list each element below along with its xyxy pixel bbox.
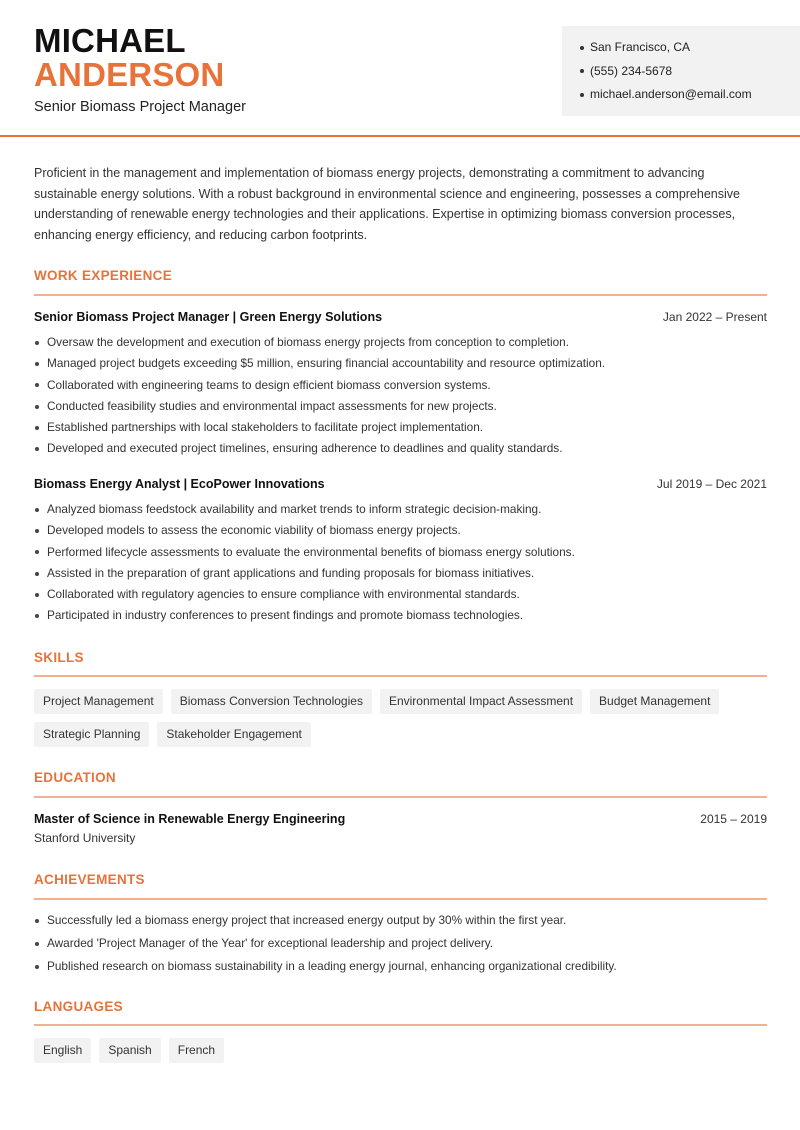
bullet-text: Collaborated with regulatory agencies to ensure compliance with environmental standards. (47, 587, 520, 602)
bullet-icon (580, 93, 584, 97)
bullet-text: Conducted feasibility studies and environmental impact assessments for new projects. (47, 398, 497, 413)
list-item (34, 396, 774, 417)
skill-tag: Strategic Planning (34, 722, 149, 747)
list-item (34, 955, 774, 978)
education-school: Stanford University (34, 831, 136, 845)
bullet-icon (35, 614, 39, 618)
section-divider (34, 1024, 767, 1026)
language-tag: French (169, 1038, 224, 1063)
contact-location-text: San Francisco, CA (590, 40, 691, 55)
list-item (34, 520, 774, 541)
bullet-text: Analyzed biomass feedstock availability and market trends to inform strategic decision-making. (47, 502, 542, 516)
bullet-text: Successfully led a biomass energy project that increased energy output by 30% within the first year. (47, 912, 567, 927)
bullet-text: Participated in industry conferences to present findings and promote biomass technologies. (47, 608, 524, 623)
bullet-text: Collaborated with engineering teams to design efficient biomass conversion systems. (47, 377, 491, 392)
skill-tag: Environmental Impact Assessment (380, 689, 582, 714)
bullet-icon (35, 550, 39, 554)
section-title-languages: LANGUAGES (34, 999, 123, 1014)
section-title-education: EDUCATION (34, 770, 116, 785)
last-name: ANDERSON (34, 56, 225, 93)
list-item (34, 932, 774, 955)
skills-tags (34, 689, 774, 747)
list-item (34, 417, 774, 438)
bullet-text: Managed project budgets exceeding $5 million, ensuring financial accountability and resource optimization. (47, 356, 606, 371)
contact-email[interactable] (580, 83, 800, 107)
education-dates: 2015 – 2019 (700, 812, 767, 826)
skill-tag: Budget Management (590, 689, 719, 714)
first-name: MICHAEL (34, 22, 186, 59)
section-divider (34, 898, 767, 900)
job-dates: Jan 2022 – Present (662, 310, 767, 324)
job-bullets (34, 499, 774, 627)
job-bullets (34, 332, 774, 460)
skill-tag: Biomass Conversion Technologies (171, 689, 372, 714)
contact-box (562, 26, 800, 116)
bullet-text: Published research on biomass sustainability in a leading energy journal, enhancing organizational credibility. (47, 958, 617, 973)
achievement-bullets (34, 909, 774, 978)
bullet-icon (35, 942, 39, 946)
contact-phone-text: (555) 234-5678 (590, 63, 673, 78)
bullet-icon (35, 572, 39, 576)
list-item (34, 584, 774, 605)
bullet-icon (35, 341, 39, 345)
job-role: Senior Biomass Project Manager (34, 99, 246, 115)
skill-tag: Project Management (34, 689, 163, 714)
bullet-icon (35, 593, 39, 597)
language-tag: English (34, 1038, 91, 1063)
list-item (34, 909, 774, 932)
contact-email-text[interactable]: michael.anderson@email.com (590, 87, 752, 102)
bullet-text: Performed lifecycle assessments to evaluate the environmental benefits of biomass energy solutions. (47, 544, 575, 559)
bullet-text: Assisted in the preparation of grant applications and funding proposals for biomass initiatives. (47, 565, 535, 580)
section-title-achievements: ACHIEVEMENTS (34, 872, 145, 887)
bullet-icon (35, 405, 39, 409)
bullet-icon (35, 447, 39, 451)
section-divider (34, 675, 767, 677)
bullet-text: Oversaw the development and execution of biomass energy projects from conception to completion. (47, 335, 569, 349)
list-item (34, 605, 774, 626)
section-title-work: WORK EXPERIENCE (34, 268, 173, 283)
job-heading: Senior Biomass Project Manager | Green Energy Solutions (34, 310, 383, 324)
bullet-icon (35, 965, 39, 969)
list-item (34, 332, 774, 353)
education-degree: Master of Science in Renewable Energy Engineering (34, 812, 346, 826)
section-divider (34, 294, 767, 296)
bullet-icon (35, 919, 39, 923)
language-tags (34, 1038, 774, 1063)
bullet-icon (580, 69, 584, 73)
summary-paragraph: Proficient in the management and implementation of biomass energy projects, demonstrating a commitment to advancing sustainable energy solutions. With a robust background in environmental science and engineering, possesses a comprehensive understanding of renewable energy technologies and their applications. Expertise in optimizing biomass conversion processes, enhancing energy efficiency, and reducing carbon footprints. (34, 166, 740, 243)
language-tag: Spanish (99, 1038, 160, 1063)
bullet-icon (35, 508, 39, 512)
list-item (34, 353, 774, 374)
bullet-icon (35, 529, 39, 533)
section-title-skills: SKILLS (34, 650, 84, 665)
bullet-text: Developed models to assess the economic viability of biomass energy projects. (47, 523, 461, 538)
list-item (34, 438, 774, 459)
resume-header (0, 0, 800, 137)
job-dates: Jul 2019 – Dec 2021 (656, 477, 767, 491)
list-item (34, 375, 774, 396)
bullet-icon (35, 362, 39, 366)
bullet-text: Established partnerships with local stakeholders to facilitate project implementation. (47, 420, 484, 435)
list-item (34, 563, 774, 584)
contact-location (580, 36, 800, 60)
bullet-icon (35, 383, 39, 387)
bullet-text: Awarded 'Project Manager of the Year' for exceptional leadership and project delivery. (47, 935, 494, 950)
list-item (34, 499, 774, 520)
skill-tag: Stakeholder Engagement (157, 722, 310, 747)
bullet-text: Developed and executed project timelines, ensuring adherence to deadlines and quality standards. (47, 441, 563, 456)
bullet-icon (580, 46, 584, 50)
bullet-icon (35, 426, 39, 430)
contact-phone (580, 60, 800, 84)
section-divider (34, 796, 767, 798)
job-heading: Biomass Energy Analyst | EcoPower Innovations (34, 477, 325, 491)
list-item (34, 542, 774, 563)
